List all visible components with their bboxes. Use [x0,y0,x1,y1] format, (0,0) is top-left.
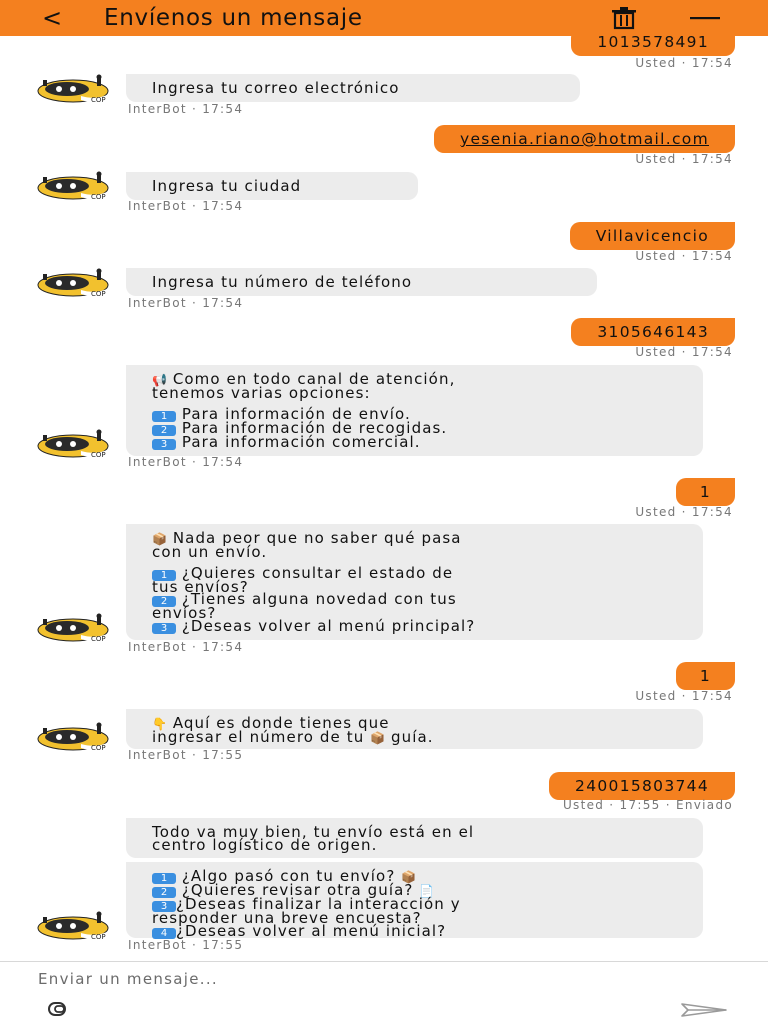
robot-bee-avatar-icon [37,268,111,298]
message-meta: InterBot · 17:54 [128,199,244,213]
bot-options-message [126,524,703,640]
bot-message-text: Aquí es donde tienes que [172,714,390,732]
keycap-2-icon: 2 [152,596,176,607]
message-meta: InterBot · 17:54 [128,296,244,310]
robot-bee-avatar-icon [37,613,111,643]
robot-bee-avatar-icon [37,74,111,104]
keycap-3-icon: 3 [152,623,176,634]
chat-messages[interactable] [0,36,768,961]
option-text: Para información de recogidas. [181,418,448,437]
message-meta: InterBot · 17:55 [128,748,244,762]
bot-message [126,709,703,749]
message-meta: Usted · 17:55 · Enviado [562,798,733,812]
chat-header [0,0,768,36]
user-message: Villavicencio [570,222,735,250]
user-message: 1 [676,478,735,506]
message-meta: InterBot · 17:54 [128,455,244,469]
message-meta: InterBot · 17:55 [128,938,244,952]
svg-text:COP: COP [91,451,106,459]
back-button[interactable]: < [41,4,63,32]
robot-bee-avatar-icon [37,911,111,941]
keycap-2-icon: 2 [152,425,176,436]
svg-text:COP: COP [91,744,106,752]
package-icon: 📦 [401,870,417,884]
keycap-3-icon: 3 [152,901,176,912]
message-input[interactable] [38,968,638,990]
keycap-3-icon: 3 [152,439,176,450]
bot-message: Ingresa tu correo electrónico [126,74,580,102]
option-text: Para información de envío. [181,404,411,423]
chat-title: Envíenos un mensaje [104,5,363,31]
megaphone-icon: 📢 [152,373,167,387]
document-icon: 📄 [419,884,435,898]
bot-message-text: Nada peor que no saber qué pasa con un envío. [152,529,462,561]
svg-text:COP: COP [91,290,106,298]
bot-message-text: ingresar el número de tu [152,727,365,746]
option-text: ¿Quieres revisar otra guía? [181,881,414,899]
trash-icon [608,6,640,30]
bot-options-message [126,862,703,938]
keycap-1-icon: 1 [152,873,176,884]
keycap-4-icon: 4 [152,928,176,939]
robot-bee-avatar-icon [37,429,111,459]
message-meta: Usted · 17:54 [635,505,733,519]
bot-message-text: Como en todo canal de atención, tenemos varias opciones: [152,370,456,402]
minimize-icon [688,6,722,30]
send-button[interactable] [680,1002,728,1018]
package-icon: 📦 [370,730,386,745]
pointing-down-hand-icon: 👇 [152,717,167,731]
user-message: 1013578491 [571,36,735,56]
svg-text:COP: COP [91,635,106,643]
robot-bee-avatar-icon [37,722,111,752]
bot-message-text: guía. [391,727,434,746]
user-message: 240015803744 [549,772,735,800]
keycap-1-icon: 1 [152,411,176,422]
bot-message: Ingresa tu ciudad [126,172,418,200]
message-meta: Usted · 17:54 [635,56,733,70]
bot-message: Todo va muy bien, tu envío está en el centro logístico de origen. [126,818,703,858]
svg-text:COP: COP [91,193,106,201]
paperclip-icon [47,1000,73,1018]
bot-options-message [126,365,703,456]
trash-button[interactable] [608,6,640,30]
package-icon: 📦 [152,532,167,546]
option-text: ¿Deseas volver al menú inicial? [176,921,447,940]
robot-bee-avatar-icon [37,171,111,201]
option-text: Para información comercial. [181,432,421,451]
svg-text:COP: COP [91,933,106,941]
message-meta: InterBot · 17:54 [128,102,244,116]
svg-text:COP: COP [91,96,106,104]
bot-message: Ingresa tu número de teléfono [126,268,597,296]
option-text: ¿Deseas volver al menú principal? [181,617,476,636]
message-meta: Usted · 17:54 [635,345,733,359]
user-message: 1 [676,662,735,690]
option-text: ¿Tienes alguna novedad con tus envíos? [152,590,457,623]
option-text: ¿Deseas finalizar la interacción y responder una breve encuesta? [152,895,461,927]
user-message-email-link[interactable]: yesenia.riano@hotmail.com [434,125,735,153]
message-composer [0,961,768,1025]
message-meta: InterBot · 17:54 [128,640,244,654]
attach-button[interactable] [47,1000,73,1018]
keycap-1-icon: 1 [152,570,176,581]
option-text: ¿Quieres consultar el estado de tus envíos? [152,563,454,596]
keycap-2-icon: 2 [152,887,176,898]
user-message: 3105646143 [571,318,735,346]
message-meta: Usted · 17:54 [635,689,733,703]
send-arrow-icon [680,1002,728,1018]
message-meta: Usted · 17:54 [635,152,733,166]
message-meta: Usted · 17:54 [635,249,733,263]
minimize-button[interactable] [688,6,722,30]
option-text: ¿Algo pasó con tu envío? [181,867,396,885]
